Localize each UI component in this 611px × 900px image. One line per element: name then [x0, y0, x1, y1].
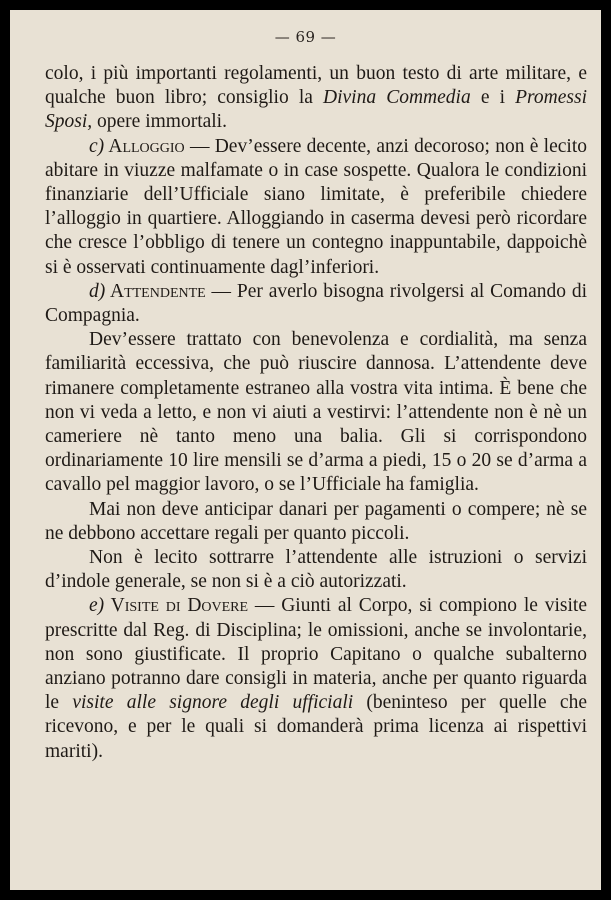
paragraph [45, 135, 587, 280]
paragraph-text: colo, i più importanti regolamenti, un buon testo di arte militare, e qualche buon libro; consiglio la [45, 63, 587, 109]
paragraph-text: opere immortali. [92, 111, 227, 133]
page-number: — 69 — [274, 28, 337, 46]
paragraph [45, 594, 587, 763]
italic-text: visite alle signore degli ufficiali [72, 692, 354, 714]
paragraph-text: Mai non deve anticipar danari per pagamenti o compere; nè se ne debbono accettare regali per quanto piccoli. [45, 498, 587, 544]
paragraph [45, 280, 587, 328]
section-heading: Visite di Dovere [104, 595, 249, 617]
italic-text: e) [89, 595, 105, 617]
paragraph-text: — Per averlo bisogna rivolgersi al Comando di Compagnia. [45, 280, 587, 327]
paragraph [45, 546, 587, 594]
italic-text: Divina Commedia [323, 87, 471, 109]
italic-text: Promessi Sposi, [45, 87, 587, 133]
italic-text: c) [89, 135, 105, 157]
paragraph-text: e i [470, 87, 516, 109]
italic-text: d) [89, 280, 106, 302]
book-page [10, 10, 601, 890]
paragraph-text: Non è lecito sottrarre l’attendente alle istruzioni o servizi d’indole generale, se non si è a ciò autorizzati. [45, 547, 587, 593]
paragraph [45, 62, 587, 135]
paragraph [45, 328, 587, 497]
paragraph [45, 498, 587, 546]
paragraph-text: (beninteso per quelle che ricevono, e per le quali si domanderà prima licenza ai rispettivi mariti). [45, 692, 587, 762]
paragraph-text: — Giunti al Corpo, si compiono le visite prescritte dal Reg. di Disciplina; le omissioni, anche se involontarie, non sono giustificate. Il proprio Capitano o qualche subalterno anziano potranno dare consigli in materia, anche per quanto riguarda le [45, 595, 587, 714]
paragraph-text: — Dev’essere decente, anzi decoroso; non è lecito abitare in viuzze malfamate o in case sospette. Qualora le condizioni finanziarie dell’Ufficiale siano limitate, è preferibile chiedere l’alloggio in quartiere. Alloggiando in caserma devesi però ricordare che cresce l’obbligo di tenere un contegno inappuntabile, dappoichè si è osservati continuamente dagl’inferiori. [45, 135, 587, 278]
page-body-text [45, 62, 587, 764]
paragraph-text: Dev’essere trattato con benevolenza e cordialità, ma senza familiarità eccessiva, che può riuscire dannosa. L’attendente deve rimanere completamente estraneo alla vostra vita intima. È bene che non vi veda a letto, e non vi aiuti a vestirvi: l’attendente non è nè un cameriere nè tanto meno una balia. Gli si corrispondono ordinariamente 10 lire mensili se d’arma a piedi, 15 o 20 se d’arma a cavallo pel maggior lavoro, o se l’Ufficiale ha famiglia. [45, 329, 587, 496]
section-heading: Attendente [105, 280, 206, 302]
section-heading: Alloggio [104, 135, 185, 157]
